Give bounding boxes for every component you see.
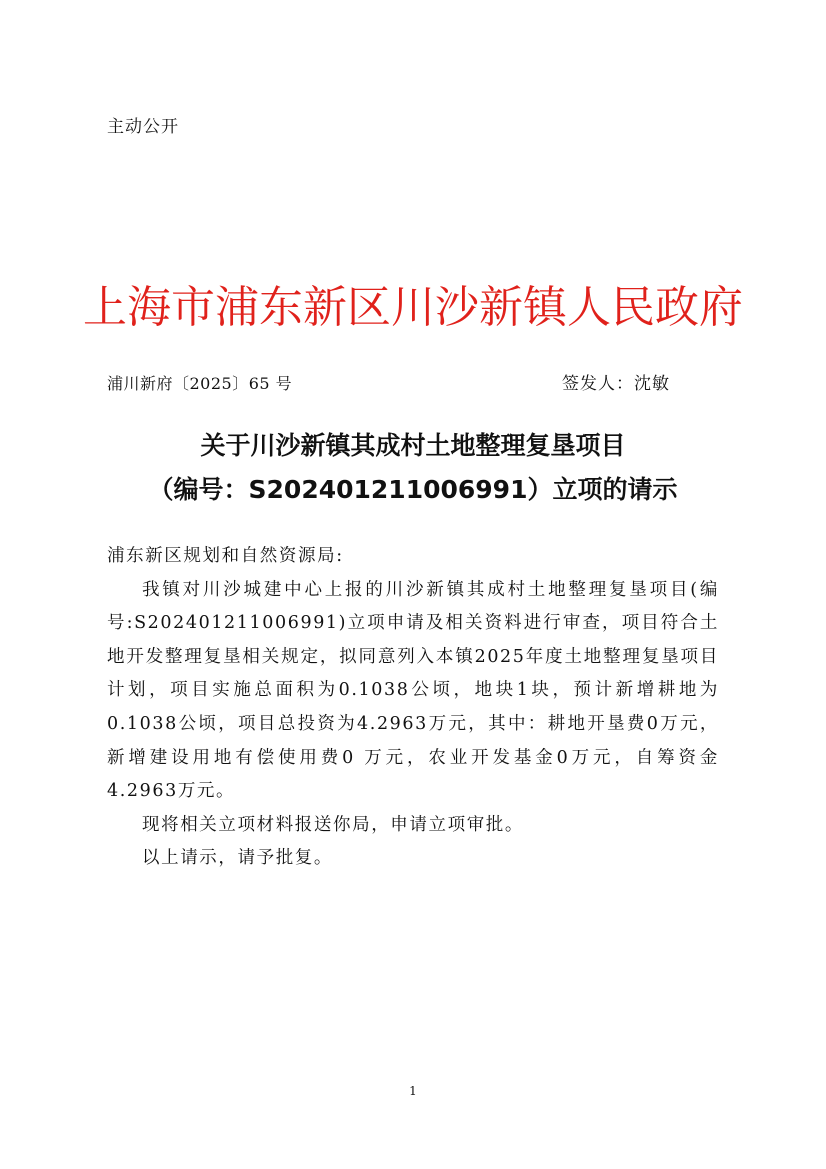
issuing-authority-header: 上海市浦东新区川沙新镇人民政府 [83, 282, 743, 333]
signer-name: 沈敏 [634, 374, 670, 394]
title-line-2: （编号：S202401211006991）立项的请示 [148, 475, 678, 504]
addressee: 浦东新区规划和自然资源局: [107, 546, 344, 566]
signer-line [562, 369, 670, 394]
disclosure-label: 主动公开 [107, 117, 179, 137]
body-paragraph-request: 现将相关立项材料报送你局，申请立项审批。 [142, 814, 524, 835]
page-number: 1 [409, 1084, 417, 1098]
document-title [0, 424, 826, 512]
signer-label: 签发人： [562, 374, 634, 394]
body-paragraph-main: 我镇对川沙城建中心上报的川沙新镇其成村土地整理复垦项目(编号:S202401211006991)立项申请及相关资料进行审查，项目符合土地开发整理复垦相关规定，拟同意列入本镇2025年度土地整理复垦项目计划，项目实施总面积为0.1038公顷，地块1块，预计新增耕地为0.1038公顷，项目总投资为4.2963万元，其中：耕地开垦费0万元，新增建设用地有偿使用费0 万元，农业开发基金0万元，自筹资金4.2963万元。 [107, 579, 719, 802]
body-paragraph-closing: 以上请示，请予批复。 [142, 848, 333, 869]
document-body [107, 540, 719, 876]
document-number: 浦川新府〔2025〕65 号 [107, 374, 293, 393]
title-line-1: 关于川沙新镇其成村土地整理复垦项目 [200, 431, 626, 460]
